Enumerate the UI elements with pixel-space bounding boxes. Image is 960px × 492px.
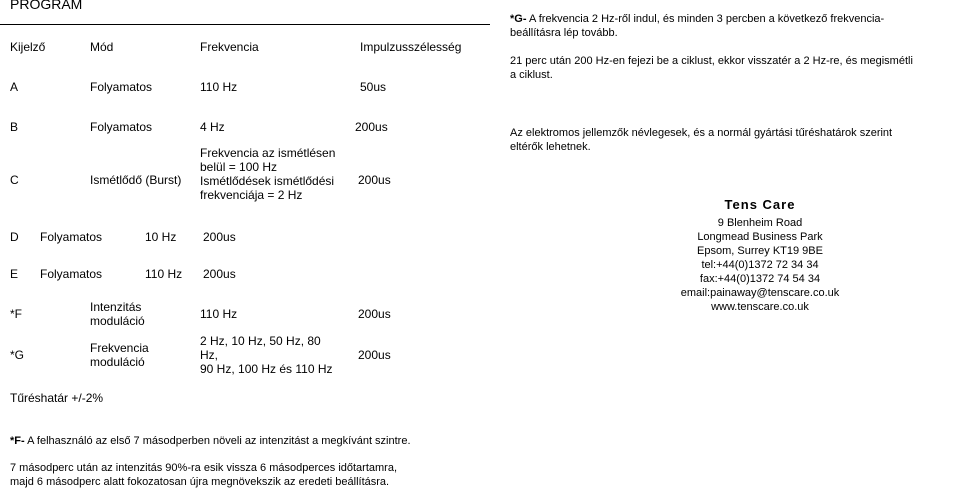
- address-line-2: Longmead Business Park: [697, 231, 823, 243]
- row-c-display: C: [10, 173, 19, 187]
- row-g-frequency-line: Hz,: [200, 348, 218, 362]
- f-note-line: 7 másodperc után az intenzitás 90%-ra esik vissza 6 másodperces időtartamra,: [10, 462, 398, 474]
- g-note-text: A frekvencia 2 Hz-ről indul, és minden 3 percben a következő frekvencia-: [526, 13, 885, 25]
- address-line-3: Epsom, Surrey KT19 9BE: [697, 245, 823, 257]
- row-c-pulse-width: 200us: [358, 173, 391, 187]
- col-header-display: Kijelző: [10, 40, 46, 54]
- row-d-frequency: 10 Hz: [145, 230, 177, 244]
- row-b-frequency: 4 Hz: [200, 120, 225, 134]
- row-d-pulse-width: 200us: [203, 230, 236, 244]
- row-d-display: D: [10, 230, 19, 244]
- address-line-1: 9 Blenheim Road: [717, 217, 803, 229]
- row-a-mode: Folyamatos: [90, 80, 153, 94]
- g-note-line: a ciklust.: [510, 69, 553, 81]
- f-note-detail: [10, 461, 397, 489]
- row-f-mode-line: moduláció: [90, 314, 145, 328]
- f-note-line: majd 6 másodperc alatt fokozatosan újra megnövekszik az eredeti beállításra.: [10, 476, 390, 488]
- f-note-text: A felhasználó az első 7 másodperben növeli az intenzitást a megkívánt szintre.: [24, 435, 411, 447]
- row-e-frequency: 110 Hz: [145, 267, 183, 281]
- fax: fax:+44(0)1372 74 54 34: [699, 273, 821, 285]
- electric-note-line: Az elektromos jellemzők névlegesek, és a normál gyártási tűréshatárok szerint: [510, 127, 893, 139]
- row-a-frequency: 110 Hz: [200, 80, 238, 94]
- row-c-frequency-line: belül = 100 Hz: [200, 160, 278, 174]
- row-f-frequency: 110 Hz: [200, 307, 238, 321]
- row-g-mode-line: Frekvencia: [90, 341, 149, 355]
- col-header-mode: Mód: [90, 40, 114, 54]
- row-g-frequency-line: 2 Hz, 10 Hz, 50 Hz, 80: [200, 334, 321, 348]
- row-f-mode-line: Intenzitás: [90, 300, 142, 314]
- g-note: [510, 12, 960, 82]
- contact-block: [630, 216, 890, 314]
- electric-note: [510, 126, 960, 154]
- row-c-mode: Ismétlődő (Burst): [90, 173, 182, 187]
- row-c-frequency-line: Frekvencia az ismétlésen: [200, 146, 336, 160]
- row-a-pulse-width: 50us: [360, 80, 387, 94]
- g-note-line: beállításra lép tovább.: [510, 27, 618, 39]
- electric-note-line: eltérők lehetnek.: [510, 141, 591, 153]
- row-b-display: B: [10, 120, 19, 134]
- table-top-rule: [0, 24, 490, 25]
- company-name: Tens Care: [724, 197, 796, 212]
- row-c-frequency-line: Ismétlődések ismétlődési: [200, 174, 335, 188]
- row-b-mode: Folyamatos: [90, 120, 153, 134]
- row-f-display: *F: [10, 307, 22, 321]
- tolerance-note: Tűréshatár +/-2%: [10, 391, 104, 405]
- row-g-mode-line: moduláció: [90, 355, 145, 369]
- row-g-frequency-line: 90 Hz, 100 Hz és 110 Hz: [200, 362, 333, 376]
- f-note: [10, 434, 411, 448]
- row-e-pulse-width: 200us: [203, 267, 236, 281]
- g-note-line: [510, 12, 960, 26]
- row-g-display: *G: [10, 348, 25, 362]
- row-a-display: A: [10, 80, 19, 94]
- f-note-prefix: *F-: [10, 435, 25, 447]
- row-f-pulse-width: 200us: [358, 307, 391, 321]
- row-g-frequency: [200, 334, 333, 376]
- telephone: tel:+44(0)1372 72 34 34: [701, 259, 819, 271]
- email-link[interactable]: email:painaway@tenscare.co.uk: [680, 287, 840, 299]
- row-g-pulse-width: 200us: [358, 348, 391, 362]
- col-header-pulse-width: Impulzusszélesség: [360, 40, 462, 54]
- col-header-frequency: Frekvencia: [200, 40, 259, 54]
- row-b-pulse-width: 200us: [355, 120, 388, 134]
- g-note-line: 21 perc után 200 Hz-en fejezi be a ciklust, ekkor visszatér a 2 Hz-re, és megismétli: [510, 55, 913, 67]
- row-c-frequency: [200, 146, 335, 202]
- row-g-mode: [90, 341, 149, 369]
- row-d-mode: Folyamatos: [40, 230, 103, 244]
- website-link[interactable]: www.tenscare.co.uk: [711, 301, 809, 313]
- row-c-frequency-line: frekvenciája = 2 Hz: [200, 188, 303, 202]
- row-f-mode: [90, 300, 145, 328]
- row-e-mode: Folyamatos: [40, 267, 103, 281]
- row-e-display: E: [10, 267, 19, 281]
- g-note-prefix: *G-: [510, 13, 527, 25]
- page-heading: PROGRAM: [10, 0, 83, 12]
